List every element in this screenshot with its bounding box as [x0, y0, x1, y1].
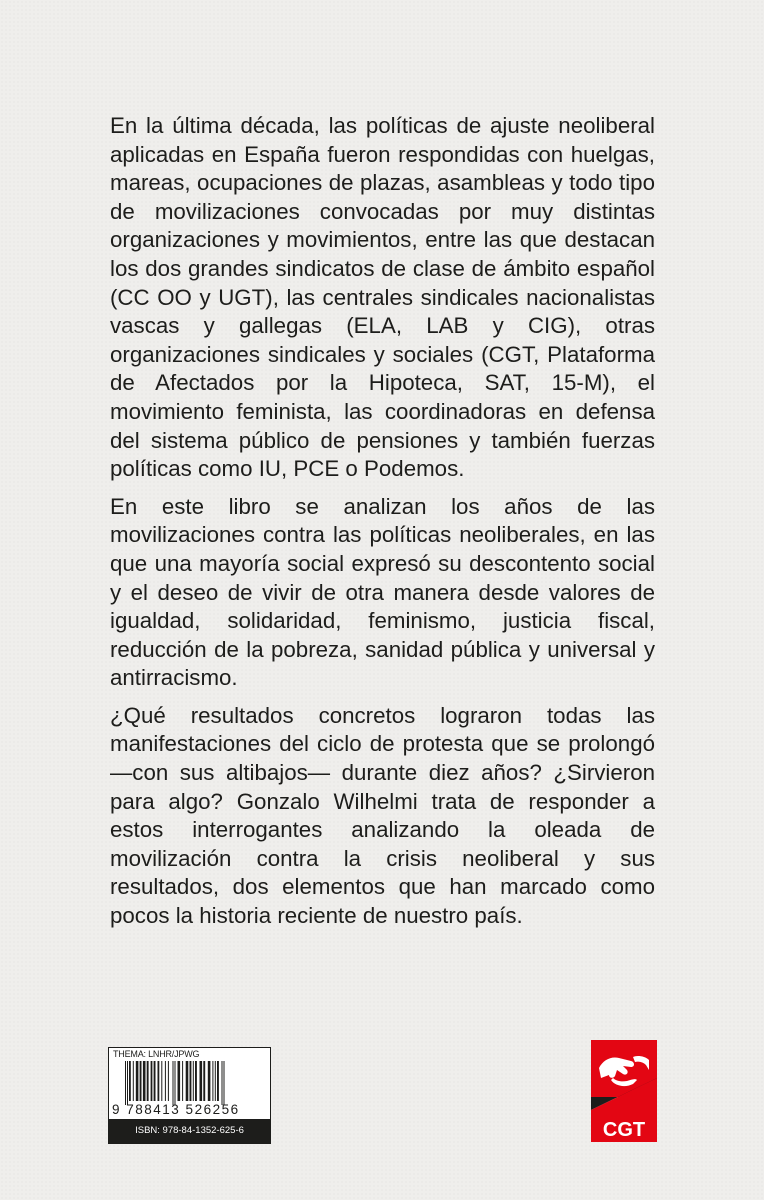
barcode-bar: [133, 1061, 134, 1101]
barcode-bar: [182, 1061, 183, 1101]
barcode-bar: [147, 1061, 149, 1101]
blurb-paragraph-1: En la última década, las políticas de ajuste neoliberal aplicadas en España fueron respondidas con huelgas, mareas, ocupaciones de plazas, asambleas y todo tipo de movilizaciones convocadas por muy distintas organizaciones y movimientos, entre las que destacan los dos grandes sindicatos de clase de ámbito español (CC OO y UGT), las centrales sindicales nacionalistas vascas y gallegas (ELA, LAB y CIG), otras organizaciones sindicales y sociales (CGT, Plataforma de Afectados por la Hipoteca, SAT, 15-M), el movimiento feminista, las coordinadoras en defensa del sistema público de pensiones y también fuerzas políticas como IU, PCE o Podemos.: [110, 113, 655, 482]
barcode-number: 9 788413 526256: [112, 1102, 240, 1117]
blurb-paragraph-3: ¿Qué resultados concretos lograron todas las manifestaciones del ciclo de protesta que se prolongó —con sus altibajos— durante diez años? ¿Sirvieron para algo? Gonzalo Wilhelmi trata de responder a estos interrogantes analizando la oleada de movilización contra la crisis neoliberal y sus resultados, dos elementos que han marcado como pocos la historia reciente de nuestro país.: [110, 702, 655, 929]
barcode-bar: [143, 1061, 146, 1101]
barcode-bar: [154, 1061, 156, 1101]
cgt-logo-text: CGT: [602, 1119, 646, 1141]
barcode-bar: [127, 1061, 128, 1105]
cgt-logo: [591, 1040, 657, 1142]
back-cover-blurb: [110, 112, 655, 940]
barcode-bar: [140, 1061, 142, 1101]
barcode-bar: [224, 1061, 225, 1105]
barcode-bar: [212, 1061, 213, 1101]
barcode-bar: [186, 1061, 189, 1101]
barcode-bar: [193, 1061, 194, 1101]
barcode-bars: [123, 1061, 263, 1105]
barcode-bar: [200, 1061, 203, 1101]
barcode-bar: [217, 1061, 219, 1101]
isbn-label: ISBN: 978-84-1352-625-6: [109, 1119, 270, 1143]
barcode-bar: [136, 1061, 139, 1101]
barcode-bar: [215, 1061, 216, 1101]
barcode-bar: [222, 1061, 223, 1105]
barcode-bar: [125, 1061, 126, 1105]
barcode-bar: [173, 1061, 174, 1105]
barcode-bar: [158, 1061, 160, 1101]
barcode-bar: [178, 1061, 181, 1101]
barcode-bar: [190, 1061, 192, 1101]
blurb-paragraph-2: En este libro se analizan los años de las movilizaciones contra las políticas neoliberales, en las que una mayoría social expresó su descontento social y el deseo de vivir de otra manera desde valores de igualdad, solidaridad, feminismo, justicia fiscal, reducción de la pobreza, sanidad pública y universal y antirracismo.: [110, 493, 655, 691]
thema-code: THEMA: LNHR/JPWG: [113, 1049, 200, 1059]
barcode-bar: [195, 1061, 197, 1101]
barcode-bar: [208, 1061, 211, 1101]
barcode-bar: [203, 1061, 205, 1101]
barcode-bar: [161, 1061, 162, 1101]
isbn-barcode: [108, 1047, 271, 1144]
barcode-bar: [151, 1061, 153, 1101]
barcode-bar: [168, 1061, 169, 1101]
barcode-bar: [165, 1061, 166, 1101]
barcode-bar: [129, 1061, 131, 1101]
barcode-bar: [175, 1061, 176, 1105]
